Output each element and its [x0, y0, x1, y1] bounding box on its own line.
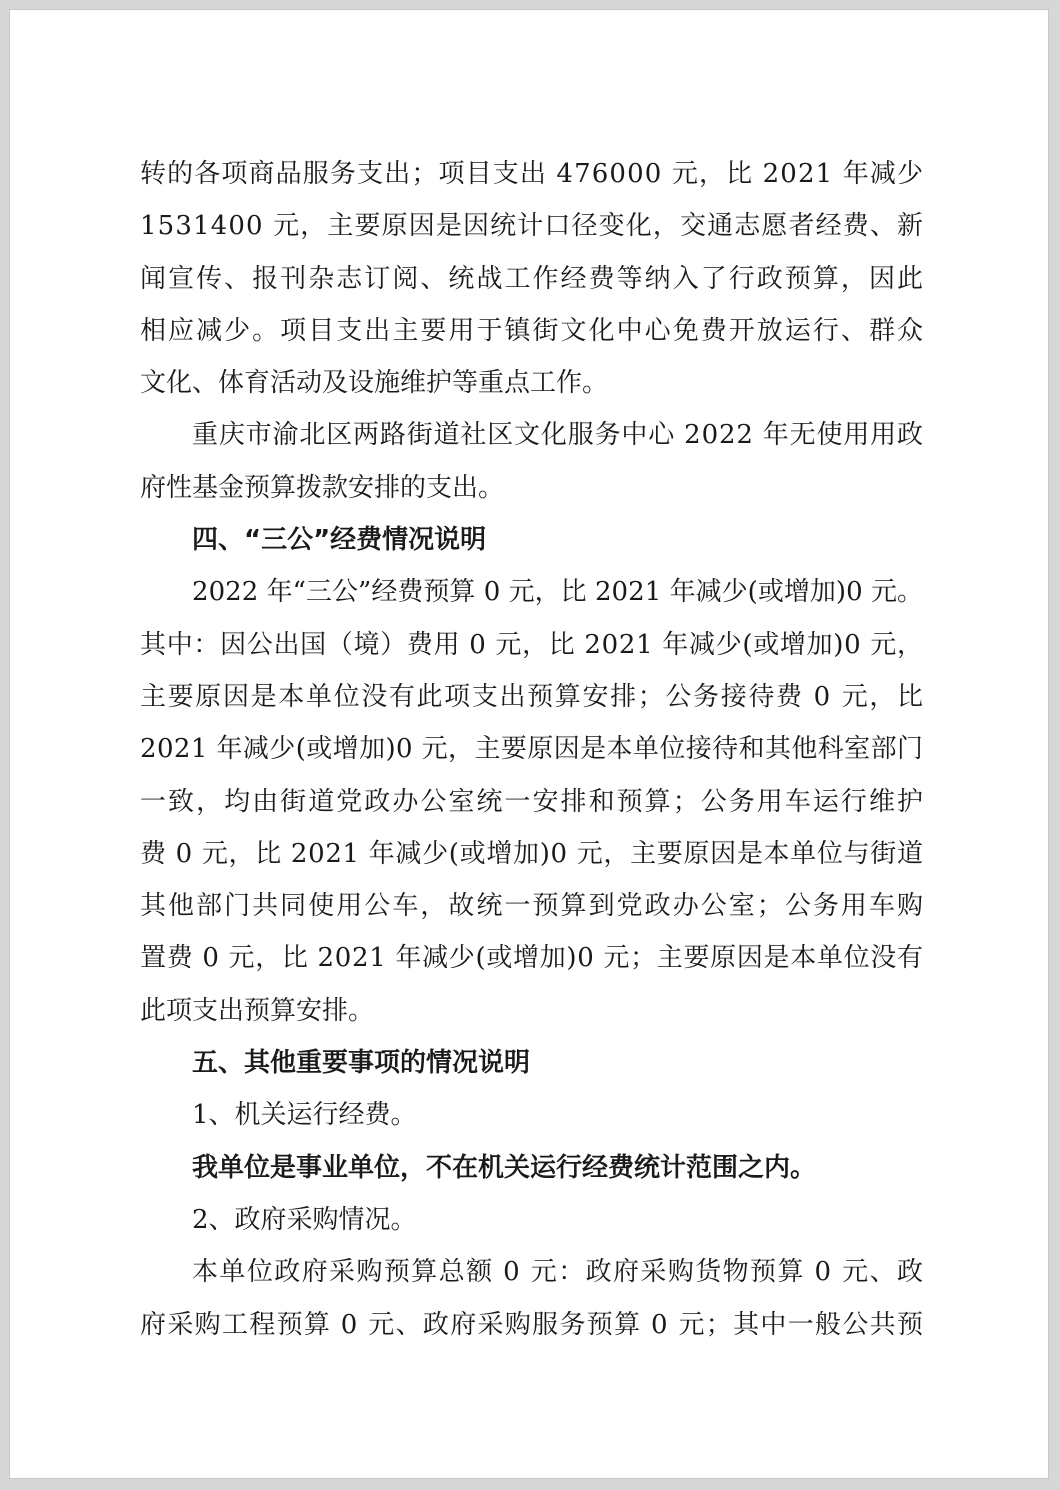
text-line: 文化、体育活动及设施维护等重点工作。 — [140, 368, 609, 399]
text-line: 费 0 元，比 2021 年减少(或增加)0 元，主要原因是本单位与街道 — [140, 838, 924, 869]
item-heading-operating-expenses: 1、机关运行经费。 — [192, 1100, 417, 1131]
document-body — [140, 148, 926, 1351]
paragraph-procurement — [140, 1246, 923, 1351]
text-line: 重庆市渝北区两路街道社区文化服务中心 2022 年无使用用政 — [192, 420, 924, 451]
text-line: 相应减少。项目支出主要用于镇街文化中心免费开放运行、群众 — [140, 315, 926, 346]
text-line: 本单位政府采购预算总额 0 元：政府采购货物预算 0 元、政 — [192, 1257, 925, 1288]
text-line: 府性基金预算拨款安排的支出。 — [140, 472, 505, 503]
text-line: 其他部门共同使用公车，故统一预算到党政办公室；公务用车购 — [140, 891, 926, 922]
section-heading-other-matters: 五、其他重要事项的情况说明 — [192, 1048, 531, 1079]
text-line: 2022 年“三公”经费预算 0 元，比 2021 年减少(或增加)0 元。 — [192, 577, 924, 608]
text-line: 转的各项商品服务支出；项目支出 476000 元，比 2021 年减少 — [140, 159, 925, 189]
section-heading-three-public: 四、“三公”经费情况说明 — [192, 525, 487, 556]
document-page — [9, 9, 1049, 1479]
text-line: 1531400 元，主要原因是因统计口径变化，交通志愿者经费、新 — [140, 211, 925, 242]
statement-public-institution: 我单位是事业单位，不在机关运行经费统计范围之内。 — [192, 1152, 817, 1183]
paragraph-project-expenditure — [140, 148, 926, 409]
text-line: 2021 年减少(或增加)0 元，主要原因是本单位接待和其他科室部门 — [140, 734, 924, 765]
text-line: 一致，均由街道党政办公室统一安排和预算；公务用车运行维护 — [140, 786, 926, 817]
text-line: 此项支出预算安排。 — [140, 995, 375, 1026]
text-line: 主要原因是本单位没有此项支出预算安排；公务接待费 0 元，比 — [140, 681, 925, 712]
paragraph-three-public-expenses — [140, 566, 926, 1037]
text-line: 置费 0 元，比 2021 年减少(或增加)0 元；主要原因是本单位没有 — [140, 943, 924, 974]
text-line: 其中：因公出国（境）费用 0 元，比 2021 年减少(或增加)0 元， — [140, 629, 924, 660]
text-line: 府采购工程预算 0 元、政府采购服务预算 0 元；其中一般公共预 — [140, 1309, 925, 1340]
paragraph-government-fund — [140, 409, 923, 514]
text-line: 闻宣传、报刊杂志订阅、统战工作经费等纳入了行政预算，因此 — [140, 263, 926, 294]
item-heading-procurement: 2、政府采购情况。 — [192, 1204, 417, 1235]
